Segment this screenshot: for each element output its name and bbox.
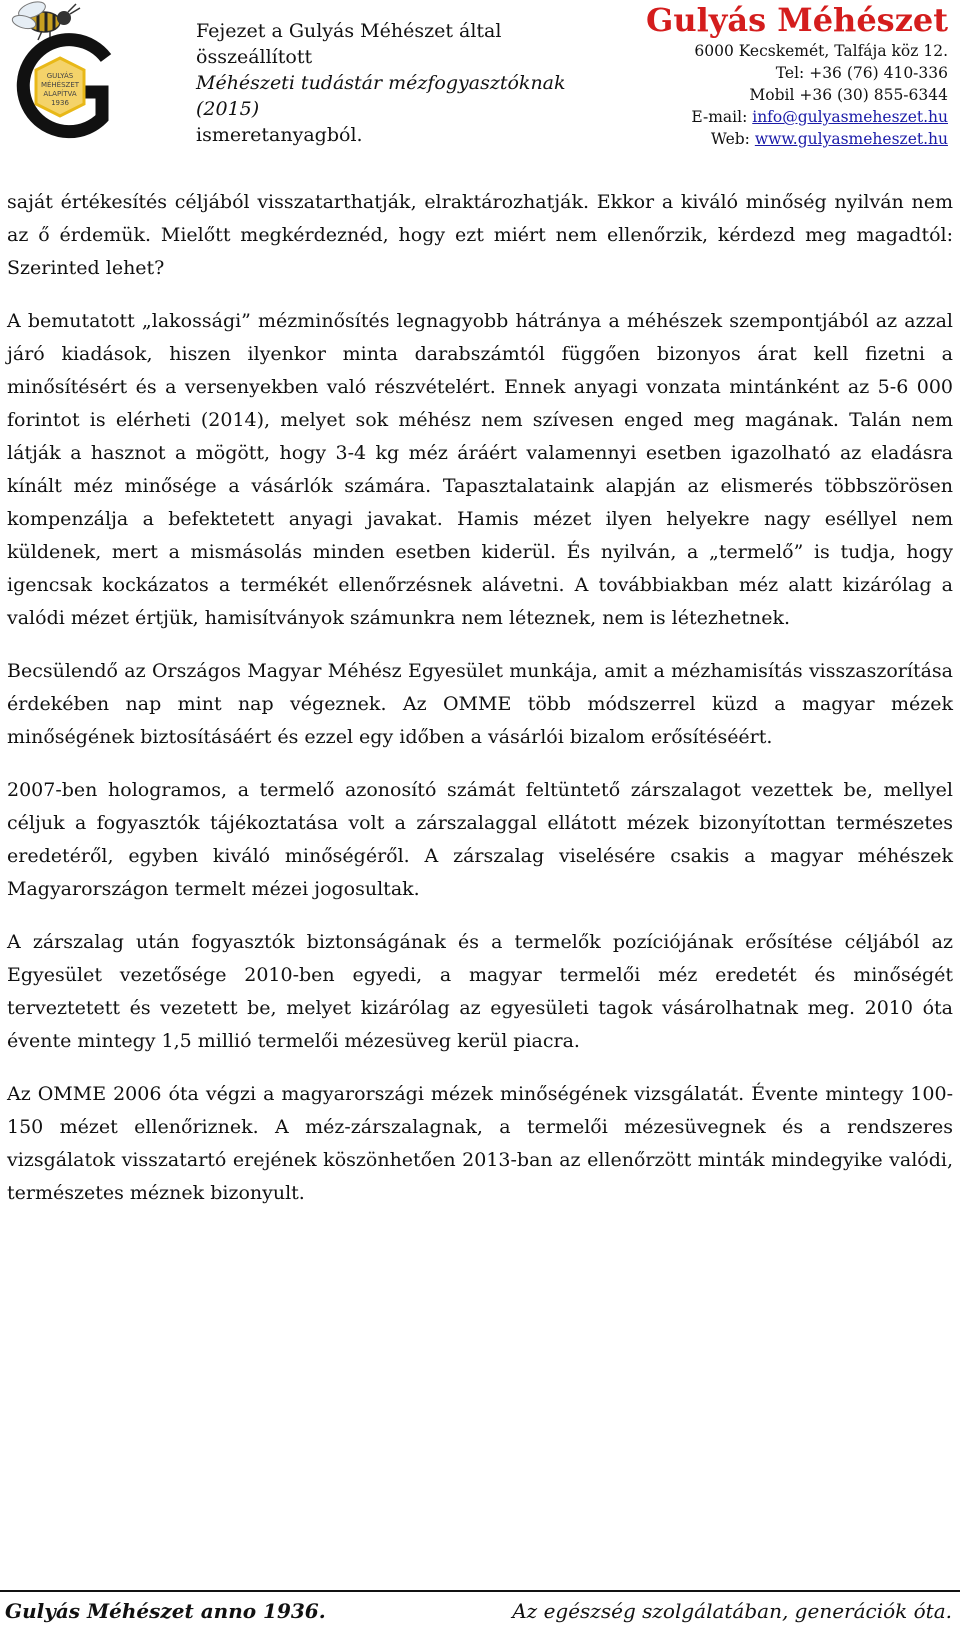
telephone: Tel: +36 (76) 410-336 [775,64,948,82]
footer-right-text: Az egészség szolgálatában, generációk óta. [512,1599,952,1623]
intro-line-1: Fejezet a Gulyás Méhészet által összeállított [196,20,502,68]
contact-block [628,2,948,150]
svg-text:1936: 1936 [51,99,69,107]
email-label: E-mail: [691,108,753,126]
gulyas-meheszet-logo [2,0,114,148]
web-row [628,128,948,150]
web-link[interactable]: www.gulyasmeheszet.hu [754,130,948,148]
intro-line-2: Méhészeti tudástár mézfogyasztóknak (2015) [196,72,566,120]
email-row [628,106,948,128]
paragraph: saját értékesítés céljából visszatarthatják, elraktározhatják. Ekkor a kiváló minőség nyilván nem az ő érdemük. Mielőtt megkérdeznéd, hogy ezt miért nem ellenőrzik, kérdezd meg magadtól: Szerinted lehet? [7,191,953,279]
header-intro [196,18,616,148]
page-header [0,0,960,150]
brand-name: Gulyás Méhészet [646,1,948,39]
svg-text:GULYÁS: GULYÁS [46,72,74,80]
paragraph: Becsülendő az Országos Magyar Méhész Egyesület munkája, amit a mézhamisítás visszaszorítása érdekében nap mint nap végeznek. Az OMME több módszerrel küzd a magyar mézek minőségének biztosításáért és ezzel egy időben a vásárlói bizalom erősítéséért. [7,660,953,748]
document-body [7,186,953,1230]
web-label: Web: [710,130,755,148]
paragraph: A zárszalag után fogyasztók biztonságának és a termelők pozíciójának erősítése céljából az Egyesület vezetősége 2010-ben egyedi, a magyar termelői méz eredetét és minőségét terveztetett és vezetett be, melyet kizárólag az egyesületi tagok vásárolhatnak meg. 2010 óta évente mintegy 1,5 millió termelői mézesüveg kerül piacra. [7,931,953,1052]
footer-rule [0,1590,960,1592]
svg-text:ALAPÍTVA: ALAPÍTVA [43,90,77,98]
address: 6000 Kecskemét, Talfája köz 12. [694,42,948,60]
paragraph: 2007-ben hologramos, a termelő azonosító számát feltüntető zárszalagot vezettek be, mellyel céljuk a fogyasztók tájékoztatása volt a zárszalaggal ellátott mézek bizonyítottan természetes eredetéről, egyben kiváló minőségéről. A zárszalag viselésére csakis a magyar méhészek Magyarországon termelt mézei jogosultak. [7,779,953,900]
email-link[interactable]: info@gulyasmeheszet.hu [752,108,948,126]
svg-text:MÉHÉSZET: MÉHÉSZET [40,81,80,89]
paragraph: Az OMME 2006 óta végzi a magyarországi mézek minőségének vizsgálatát. Évente mintegy 100-150 mézet ellenőriznek. A méz-zárszalagnak, a termelői mézesüvegnek és a rendszeres vizsgálatok visszatartó erejének köszönhetően 2013-ban az ellenőrzött minták mindegyike valódi, természetes méznek bizonyult. [7,1083,953,1204]
page-footer [0,1590,960,1630]
paragraph: A bemutatott „lakossági” mézminősítés legnagyobb hátránya a méhészek szempontjából az azzal járó kiadások, hiszen ilyenkor minta darabszámtól függően bizonyos árat kell fizetni a minősítésért és a versenyekben való részvételért. Ennek anyagi vonzata mintánként az 5-6 000 forintot is elérheti (2014), melyet sok méhész nem szívesen enged meg magának. Talán nem látják a hasznot a mögött, hogy 3-4 kg méz áráért valamennyi esetben igazolható az eladásra kínált méz minősége a vásárlók számára. Tapasztalataink alapján az elismerés többszörösen kompenzálja a befektetett anyagi javakat. Hamis mézet ilyen helyekre nagy eséllyel nem küldenek, mert a mismásolás minden esetben kiderül. És nyilván, a „termelő” is tudja, hogy igencsak kockázatos a termékét ellenőrzésnek alávetni. A továbbiakban méz alatt kizárólag a valódi mézet értjük, hamisítványok számunkra nem léteznek, nem is létezhetnek. [7,310,953,629]
mobile: Mobil +36 (30) 855-6344 [749,86,948,104]
intro-line-3: ismeretanyagból. [196,124,363,146]
footer-left-text: Gulyás Méhészet anno 1936. [5,1599,326,1623]
